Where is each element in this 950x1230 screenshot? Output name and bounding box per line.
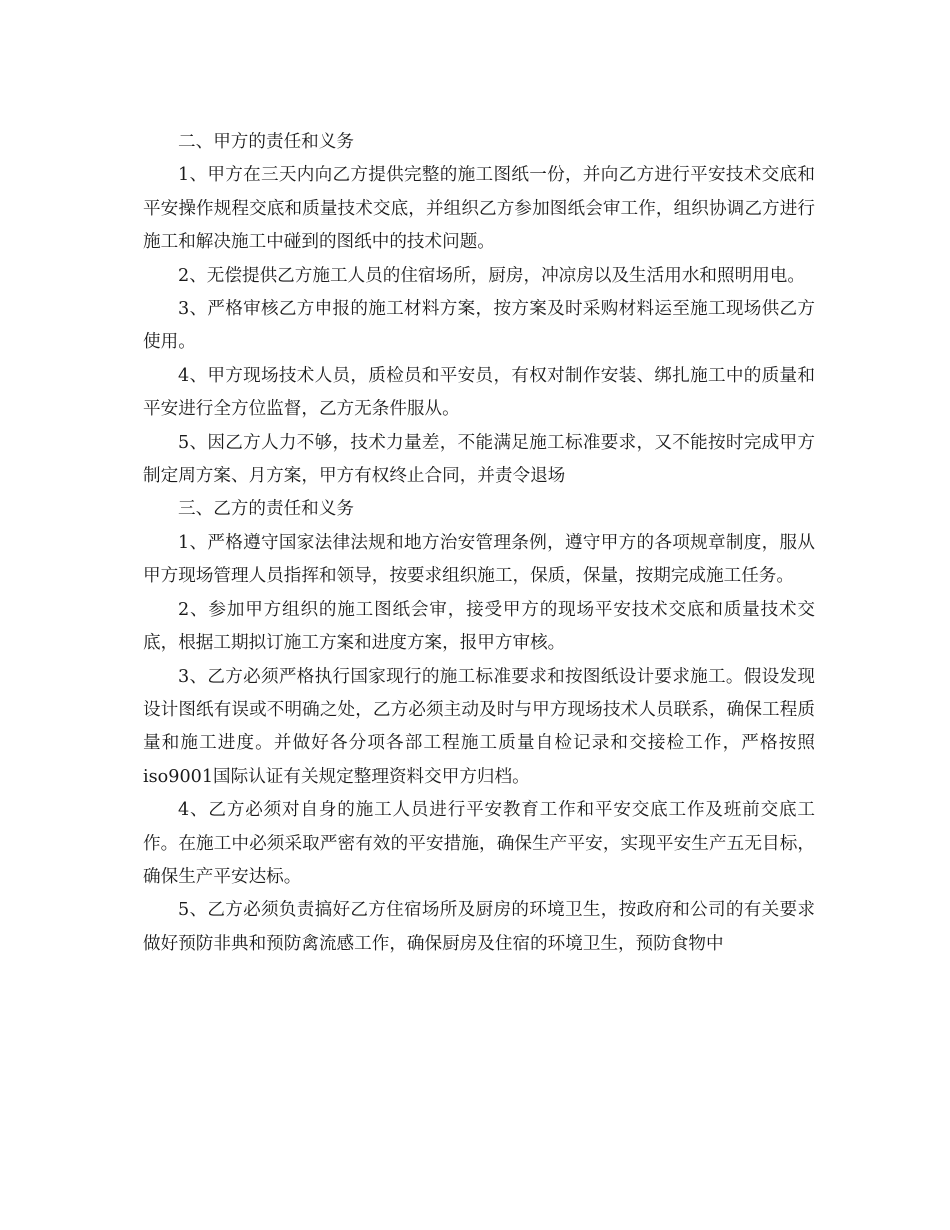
party-b-clause-2: 2、参加甲方组织的施工图纸会审，接受甲方的现场平安技术交底和质量技术交底，根据工期拟订施工方案和进度方案，报甲方审核。: [143, 599, 815, 654]
party-a-clause-3: 3、严格审核乙方申报的施工材料方案，按方案及时采购材料运至施工现场供乙方使用。: [143, 299, 815, 353]
party-a-clause-4: 4、甲方现场技术人员，质检员和平安员，有权对制作安装、绑扎施工中的质量和平安进行全方位监督，乙方无条件服从。: [143, 365, 815, 420]
party-b-clause-4: 4、乙方必须对自身的施工人员进行平安教育工作和平安交底工作及班前交底工作。在施工中必须采取严密有效的平安措施，确保生产平安，实现平安生产五无目标，确保生产平安达标。: [143, 800, 815, 887]
document-body: [143, 126, 815, 961]
party-b-clause-5: 5、乙方必须负责搞好乙方住宿场所及厨房的环境卫生，按政府和公司的有关要求做好预防非典和预防禽流感工作，确保厨房及住宿的环境卫生，预防食物中: [143, 900, 815, 954]
section-heading-party-b: 三、乙方的责任和义务: [178, 499, 354, 520]
party-a-clause-1: 1、甲方在三天内向乙方提供完整的施工图纸一份，并向乙方进行平安技术交底和平安操作规程交底和质量技术交底，并组织乙方参加图纸会审工作，组织协调乙方进行施工和解决施工中碰到的图纸中的技术问题。: [143, 165, 815, 253]
section-heading-party-a: 二、甲方的责任和义务: [178, 132, 354, 152]
party-a-clause-2: 2、无偿提供乙方施工人员的住宿场所，厨房，冲凉房以及生活用水和照明用电。: [178, 265, 805, 286]
party-a-clause-5: 5、因乙方人力不够，技术力量差，不能满足施工标准要求，又不能按时完成甲方制定周方案、月方案，甲方有权终止合同，并责令退场: [143, 432, 815, 487]
party-b-clause-1: 1、严格遵守国家法律法规和地方治安管理条例，遵守甲方的各项规章制度，服从甲方现场管理人员指挥和领导，按要求组织施工，保质，保量，按期完成施工任务。: [143, 532, 815, 587]
party-b-clause-3: 3、乙方必须严格执行国家现行的施工标准要求和按图纸设计要求施工。假设发现设计图纸有误或不明确之处，乙方必须主动及时与甲方现场技术人员联系，确保工程质量和施工进度。并做好各分项各部工程施工质量自检记录和交接检工作，严格按照iso9001国际认证有关规定整理资料交甲方归档。: [143, 666, 815, 787]
